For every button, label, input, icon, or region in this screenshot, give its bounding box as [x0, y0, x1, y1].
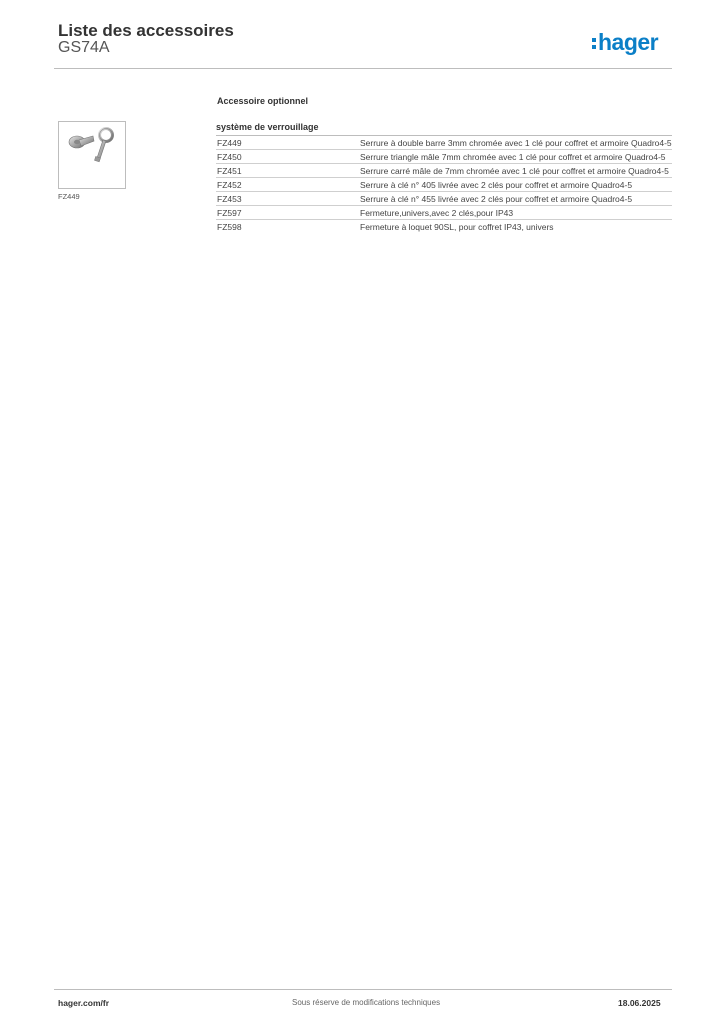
- article-description: Fermeture,univers,avec 2 clés,pour IP43: [360, 208, 514, 218]
- thumbnail-caption: FZ449: [58, 192, 80, 201]
- footer-date: 18.06.2025: [618, 998, 661, 1008]
- logo-dots-icon: [592, 38, 596, 49]
- table-row: [216, 150, 672, 164]
- product-reference: GS74A: [58, 39, 110, 56]
- section-title: Accessoire optionnel: [217, 96, 309, 106]
- table-row: [216, 220, 672, 233]
- footer-website-link[interactable]: hager.com/fr: [58, 998, 110, 1008]
- article-code: FZ451: [217, 166, 242, 176]
- table-row: [216, 136, 672, 150]
- key-lock-image: [59, 122, 125, 188]
- table-row: [216, 192, 672, 206]
- hager-logo: [592, 28, 658, 56]
- header-divider: [54, 68, 672, 69]
- article-description: Fermeture à loquet 90SL, pour coffret IP43, univers: [360, 222, 554, 232]
- article-description: Serrure à double barre 3mm chromée avec 1 clé pour coffret et armoire Quadro4-5: [360, 138, 672, 148]
- article-code: FZ597: [217, 208, 242, 218]
- article-description: Serrure carré mâle de 7mm chromée avec 1 clé pour coffret et armoire Quadro4-5: [360, 166, 669, 176]
- footer-disclaimer: Sous réserve de modifications techniques: [292, 998, 441, 1007]
- article-description: Serrure à clé n° 405 livrée avec 2 clés pour coffret et armoire Quadro4-5: [360, 180, 633, 190]
- article-description: Serrure triangle mâle 7mm chromée avec 1 clé pour coffret et armoire Quadro4-5: [360, 152, 666, 162]
- product-thumbnail: [58, 121, 126, 189]
- group-title: système de verrouillage: [216, 122, 672, 136]
- table-row: [216, 164, 672, 178]
- article-description: Serrure à clé n° 455 livrée avec 2 clés pour coffret et armoire Quadro4-5: [360, 194, 633, 204]
- article-code: FZ598: [217, 222, 242, 232]
- article-code: FZ450: [217, 152, 242, 162]
- table-row: [216, 206, 672, 220]
- article-code: FZ449: [217, 138, 242, 148]
- accessory-table: [216, 122, 672, 233]
- table-row: [216, 178, 672, 192]
- article-code: FZ452: [217, 180, 242, 190]
- logo-wordmark: hager: [598, 28, 659, 55]
- page-title: Liste des accessoires: [58, 21, 234, 40]
- footer-divider: [54, 989, 672, 990]
- article-code: FZ453: [217, 194, 242, 204]
